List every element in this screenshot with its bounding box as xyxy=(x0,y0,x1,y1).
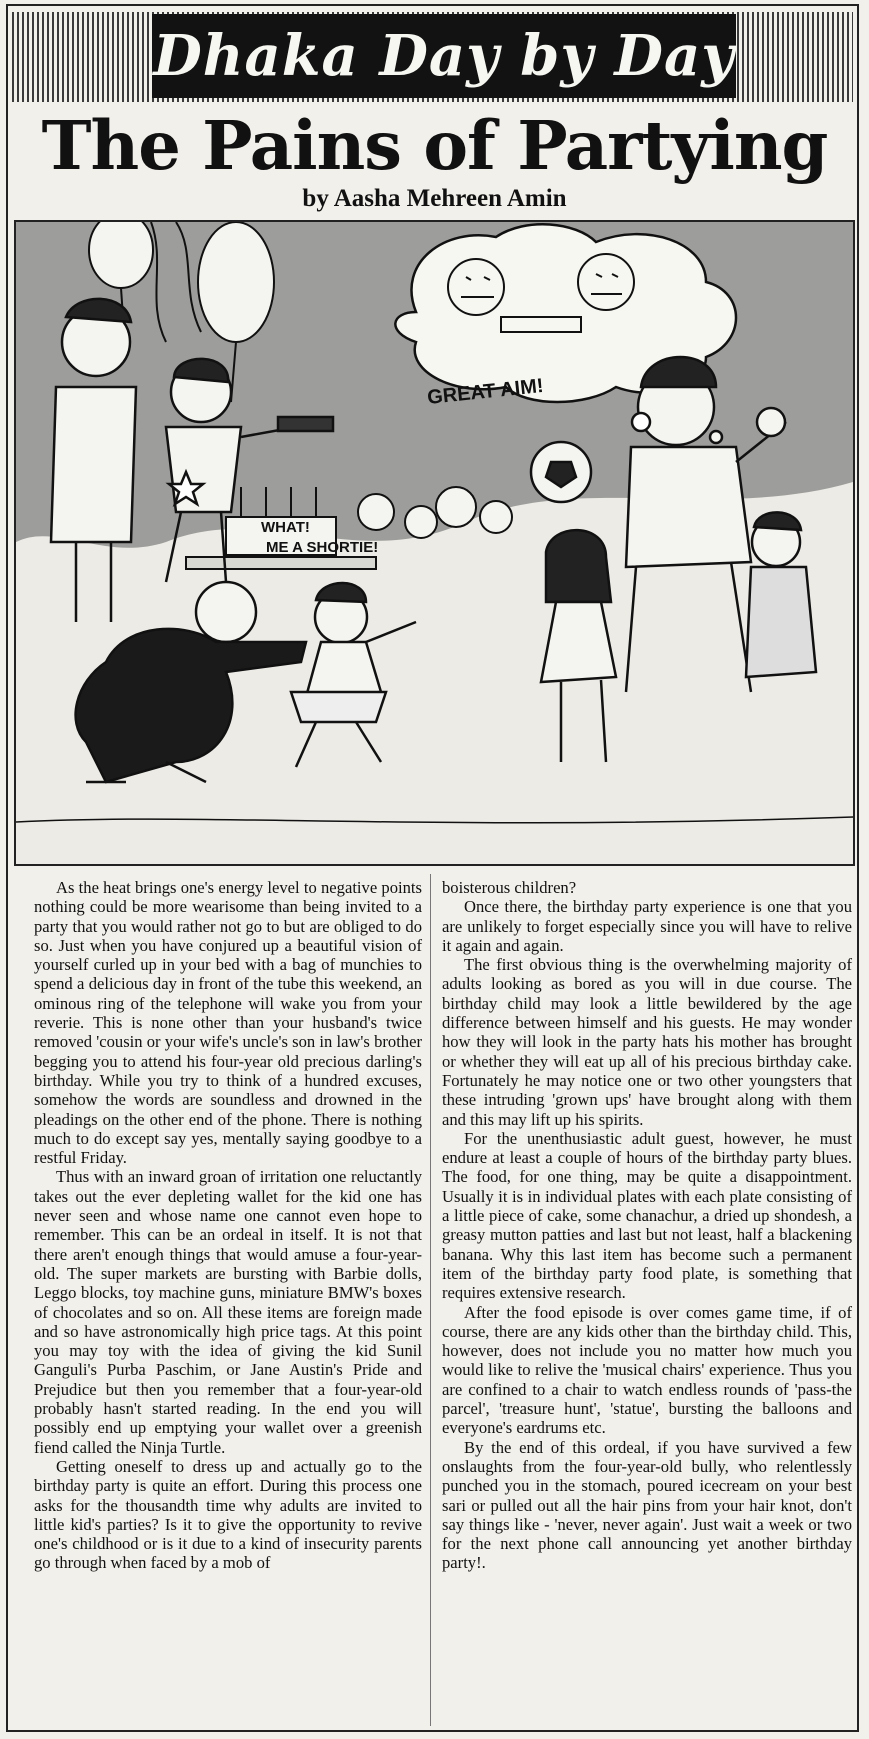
paragraph: boisterous children? xyxy=(442,878,577,897)
paragraph: Thus with an inward groan of irritation one reluctantly takes out the ever depleting wallet for the kid one has never seen and whose name one cannot even hope to remember. This can be an ordeal in itself. It is not that there aren't enough things that would amuse a four-year-old. The super markets are bursting with Barbie dolls, Leggo blocks, toy machine guns, miniature BMW's boxes of chocolates and so on. All these items are foreign made and so have astronomically high price tags. At this point you may toy with the idea of giving the kid Sunil Ganguli's Purba Paschim, or Jane Austin's Pride and Prejudice but then you remember that a four-year-old probably hasn't started reading. In the end you will possibly end up emptying your wallet over a greenish fiend called the Ninja Turtle. xyxy=(34,1167,422,1457)
paragraph: After the food episode is over comes game time, if of course, there are any kids other than the birthday child. This, however, does not include you no matter how much you would like to relive the 'musical chairs' experience. Thus you are confined to a chair to watch endless rounds of 'pass-the parcel', 'treasure hunt', 'statue', bursting the balloons and everyone's eardrums etc. xyxy=(442,1302,852,1438)
paragraph: Getting oneself to dress up and actually go to the birthday party is quite an effort. During this process one asks for the thousandth time why adults are invited to little kid's parties? Is it to give the opportunity to revive one's childhood or is it due to a kind of insecurity parents go through when faced by a mob of xyxy=(34,1456,422,1573)
paragraph: By the end of this ordeal, if you have survived a few onslaughts from the four-year-old bully, who relentlessly punched you in the stomach, poured icecream on your best sari or pulled out all the hair pins from your hair knot, don't say things like - 'never, never again'. Just wait a week or two for the next phone call announcing yet another birthday party!. xyxy=(442,1437,852,1573)
paragraph: As the heat brings one's energy level to negative points nothing could be more wearisome than being invited to a party that you would rather not go to but are obliged to do so. Just when you have conjured up a beautiful vision of yourself curled up in your bed with a bag of munchies to spend a delicious day in front of the tube this weekend, an ominous ring of the telephone will wake you from your reverie. This is none other than your husband's twice removed 'cousin or your wife's uncle's son in law's brother begging you to attend his four-year old precious darling's birthday. While you try to think of a hundred excuses, somehow the words are soundless and drowned in the pleadings on the other end of the phone. There is nothing much to do except say yes, mentally saying goodbye to a restful Friday. xyxy=(34,878,422,1168)
ball-icon xyxy=(531,442,591,502)
paragraph: Once there, the birthday party experience is one that you are unlikely to forget especially since you will have to relive it again and again. xyxy=(442,897,852,955)
column-divider xyxy=(430,874,431,1726)
article-headline: The Pains of Partying xyxy=(41,106,828,185)
speech-shortie-1: WHAT! xyxy=(261,519,310,536)
speech-great-aim: GREAT AIM! xyxy=(426,374,545,409)
section-banner: Dhaka Day by Day xyxy=(152,14,736,98)
paragraph: For the unenthusiastic adult guest, however, he must endure at least a couple of hours of the birthday party blues. The food, for one thing, may be quite a disappointment. Usually it is in individual plates with each plate consisting of a little piece of cake, some chanachur, a dried up shondesh, a greasy mutton patties and last but not least, half a blackening banana. Why this last item has become such a permanent item of the birthday party food plate, is something that requires extensive research. xyxy=(442,1128,852,1303)
party-cartoon xyxy=(14,220,855,866)
speech-shortie-2: ME A SHORTIE! xyxy=(266,539,379,556)
article-right-column xyxy=(442,878,852,1573)
article-left-column xyxy=(34,878,422,1573)
paragraph: The first obvious thing is the overwhelming majority of adults looking as bored as you will in due course. The birthday child may look a little bewildered by the age difference between himself and his guests. He may wonder how they will look in the party hats his mother has brought or whether they will eat up all of his precious birthday cake. Fortunately he may notice one or two other youngsters that these intruding 'grown ups' have brought along with them and this may lift up his spirits. xyxy=(442,955,852,1129)
article-byline: by Aasha Mehreen Amin xyxy=(302,185,567,212)
